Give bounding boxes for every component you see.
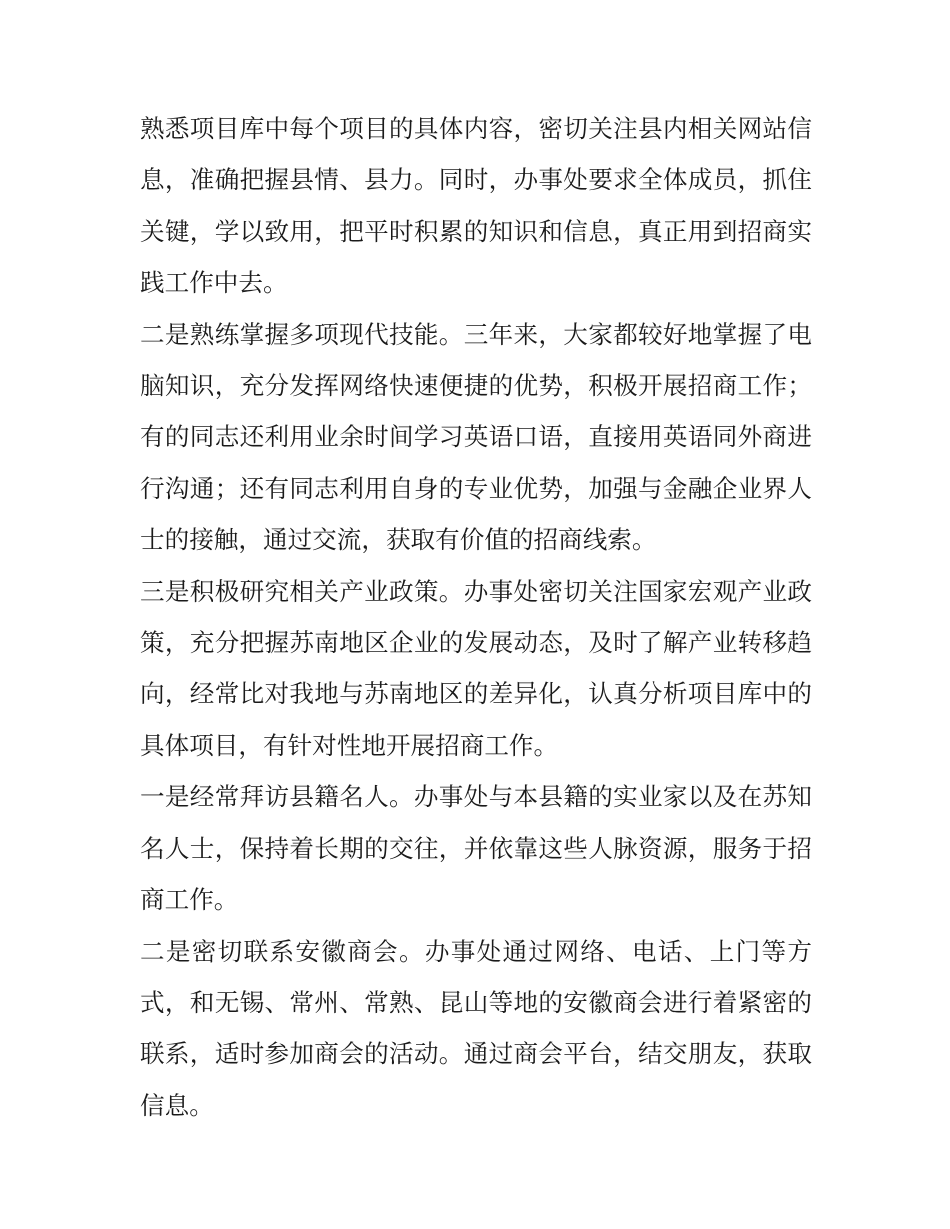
document-body — [140, 103, 812, 1131]
paragraph-modern-skills: 二是熟练掌握多项现代技能。三年来，大家都较好地掌握了电脑知识，充分发挥网络快速便捷的优势，积极开展招商工作；有的同志还利用业余时间学习英语口语，直接用英语同外商进行沟通；还有同志利用自身的专业优势，加强与金融企业界人士的接触，通过交流，获取有价值的招商线索。 — [140, 319, 812, 555]
paragraph-visit-notables: 一是经常拜访县籍名人。办事处与本县籍的实业家以及在苏知名人士，保持着长期的交往，并依靠这些人脉资源，服务于招商工作。 — [140, 782, 812, 915]
paragraph-industry-policy: 三是积极研究相关产业政策。办事处密切关注国家宏观产业政策，充分把握苏南地区企业的发展动态，及时了解产业转移趋向，经常比对我地与苏南地区的差异化，认真分析项目库中的具体项目，有针对性地开展招商工作。 — [140, 576, 812, 760]
paragraph-chamber-of-commerce: 二是密切联系安徽商会。办事处通过网络、电话、上门等方式，和无锡、常州、常熟、昆山等地的安徽商会进行着紧密的联系，适时参加商会的活动。通过商会平台，结交朋友，获取信息。 — [140, 936, 812, 1120]
paragraph-project-library: 熟悉项目库中每个项目的具体内容，密切关注县内相关网站信息，准确把握县情、县力。同时，办事处要求全体成员，抓住关键，学以致用，把平时积累的知识和信息，真正用到招商实践工作中去。 — [140, 114, 812, 298]
